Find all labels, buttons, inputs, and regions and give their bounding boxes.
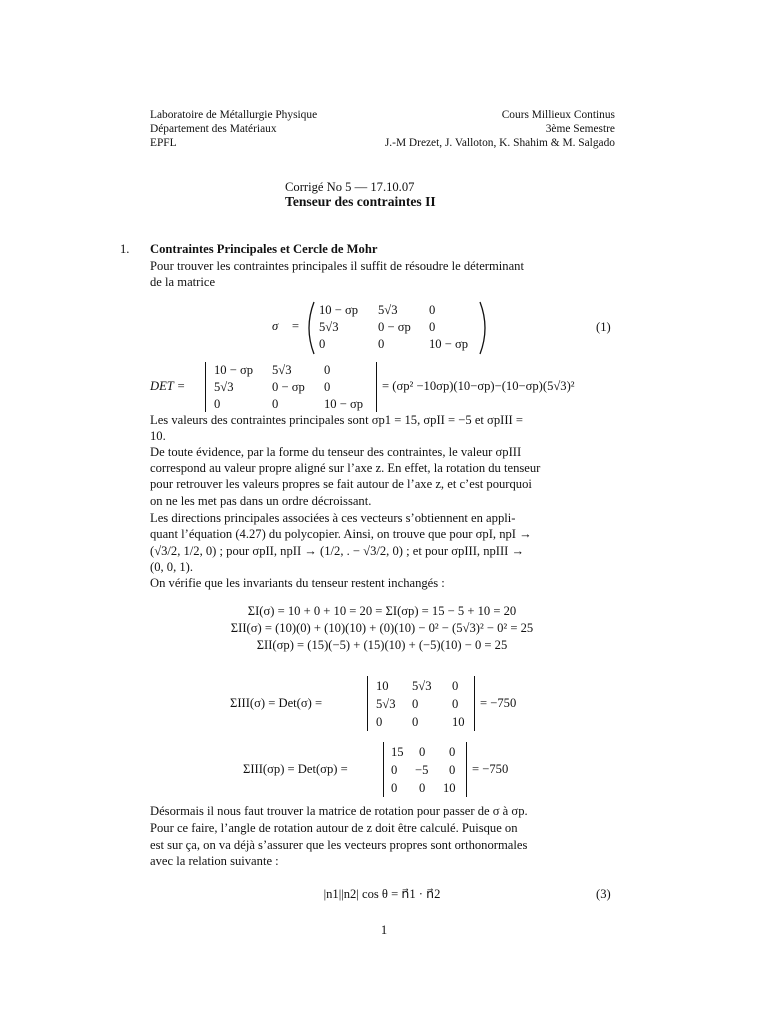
matrix-cell: 0 <box>324 363 331 377</box>
paragraph-line: pour retrouver les valeurs propres se fait autour de l’axe z, et c’est pourquoi <box>150 477 532 491</box>
eq1-number: (1) <box>596 320 611 334</box>
det3-lhs: ΣIII(σ) = Det(σ) = <box>230 696 323 710</box>
section-number: 1. <box>120 242 130 256</box>
matrix-cell: 10 − σp <box>319 303 359 317</box>
det-lhs: DET = <box>150 379 186 393</box>
paragraph-line: On vérifie que les invariants du tenseur restent inchangés : <box>150 576 445 590</box>
matrix-cell: 0 <box>391 781 398 795</box>
det3-rhs: = −750 <box>480 696 517 710</box>
paragraph-line: quant l’équation (4.27) du polycopier. Ainsi, on trouve que pour σpI, npI → <box>150 527 532 541</box>
header-department: Département des Matériaux <box>150 123 277 135</box>
matrix-cell: 0 <box>419 745 426 759</box>
eq3-number: (3) <box>596 887 611 901</box>
matrix-cell: 0 <box>214 397 221 411</box>
paragraph-line: (0, 0, 1). <box>150 560 194 574</box>
matrix-cell: 0 <box>449 745 456 759</box>
header-lab: Laboratoire de Métallurgie Physique <box>150 109 318 121</box>
det-left-bar <box>205 362 206 412</box>
matrix-cell: 0 <box>412 715 419 729</box>
det-right-bar <box>376 362 377 412</box>
matrix-cell: 10 <box>452 715 465 729</box>
det4-rhs: = −750 <box>472 762 509 776</box>
matrix-cell: 5√3 <box>319 320 339 334</box>
paragraph-line: Les directions principales associées à ces vecteurs s’obtiennent en appli- <box>150 511 516 525</box>
intro-line: de la matrice <box>150 275 216 289</box>
header-authors: J.-M Drezet, J. Valloton, K. Shahim & M. Salgado <box>384 137 615 149</box>
det3-right-bar <box>474 676 475 731</box>
matrix-cell: 5√3 <box>376 697 396 711</box>
paragraph-line: 10. <box>150 429 166 443</box>
matrix-cell: 0 <box>429 320 436 334</box>
det4-lhs: ΣIII(σp) = Det(σp) = <box>243 762 348 776</box>
matrix-cell: 10 <box>376 679 389 693</box>
paragraph-line: Désormais il nous faut trouver la matrice de rotation pour passer de σ à σp. <box>150 804 528 818</box>
matrix-cell: 0 <box>412 697 419 711</box>
det3-left-bar <box>367 676 368 731</box>
paragraph-line: avec la relation suivante : <box>150 854 279 868</box>
matrix-cell: 0 <box>376 715 383 729</box>
matrix-cell: 0 <box>378 337 385 351</box>
paragraph-line: correspond au valeur propre aligné sur l’axe z. En effet, la rotation du tenseur <box>150 461 541 475</box>
matrix-cell: 10 − σp <box>214 363 254 377</box>
matrix-cell: 0 <box>319 337 326 351</box>
header-semester: 3ème Semestre <box>545 123 615 135</box>
paragraph-line: De toute évidence, par la forme du tenseur des contraintes, le valeur σpIII <box>150 445 522 459</box>
matrix-cell: 10 <box>443 781 456 795</box>
left-paren-icon <box>302 300 316 356</box>
section-heading: Contraintes Principales et Cercle de Mohr <box>150 242 378 256</box>
invariant-line: ΣI(σ) = 10 + 0 + 10 = 20 = ΣI(σp) = 15 − 5 + 10 = 20 <box>247 604 517 618</box>
matrix-cell: 0 − σp <box>272 380 305 394</box>
matrix-cell: 10 − σp <box>324 397 364 411</box>
matrix-cell: 5√3 <box>214 380 234 394</box>
matrix-cell: 0 <box>391 763 398 777</box>
matrix-cell: 0 <box>272 397 279 411</box>
matrix-cell: 0 <box>419 781 426 795</box>
eq3: |n1||n2| cos θ = n⃗1 · n⃗2 <box>323 887 441 901</box>
matrix-cell: 0 <box>449 763 456 777</box>
title-line1: Corrigé No 5 — 17.10.07 <box>285 180 415 194</box>
matrix-cell: 0 <box>452 679 459 693</box>
title-line2: Tenseur des contraintes II <box>285 194 436 209</box>
paragraph-line: on ne les met pas dans un ordre décroissant. <box>150 494 372 508</box>
matrix-cell: 10 − σp <box>429 337 469 351</box>
matrix-cell: 5√3 <box>412 679 432 693</box>
matrix-cell: 5√3 <box>272 363 292 377</box>
intro-line: Pour trouver les contraintes principales il suffit de résoudre le déterminant <box>150 259 524 273</box>
matrix-cell: −5 <box>415 763 429 777</box>
right-paren-icon <box>478 300 492 356</box>
det-rhs: = (σp² −10σp)(10−σp)−(10−σp)(5√3)² <box>382 379 575 393</box>
header-school: EPFL <box>150 137 177 149</box>
matrix-cell: 0 <box>324 380 331 394</box>
invariant-line: ΣII(σ) = (10)(0) + (10)(10) + (0)(10) − 0² − (5√3)² − 0² = 25 <box>230 621 534 635</box>
matrix-cell: 5√3 <box>378 303 398 317</box>
matrix-cell: 15 <box>391 745 404 759</box>
matrix-cell: 0 − σp <box>378 320 411 334</box>
det4-right-bar <box>466 742 467 797</box>
invariant-line: ΣII(σp) = (15)(−5) + (15)(10) + (−5)(10) − 0 = 25 <box>256 638 508 652</box>
matrix-cell: 0 <box>429 303 436 317</box>
page-number: 1 <box>380 923 388 937</box>
paragraph-line: Les valeurs des contraintes principales sont σp1 = 15, σpII = −5 et σpIII = <box>150 413 523 427</box>
matrix-cell: 0 <box>452 697 459 711</box>
header-course: Cours Millieux Continus <box>501 109 615 121</box>
paragraph-line: est sur ça, on va déjà s’assurer que les vecteurs propres sont orthonormales <box>150 838 528 852</box>
paragraph-line: (√3/2, 1/2, 0) ; pour σpII, npII → (1/2, . − √3/2, 0) ; et pour σpIII, npIII → <box>150 544 525 558</box>
eq1-lhs: σ⃗ = <box>272 319 300 333</box>
paragraph-line: Pour ce faire, l’angle de rotation autour de z doit être calculé. Puisque on <box>150 821 518 835</box>
det4-left-bar <box>383 742 384 797</box>
